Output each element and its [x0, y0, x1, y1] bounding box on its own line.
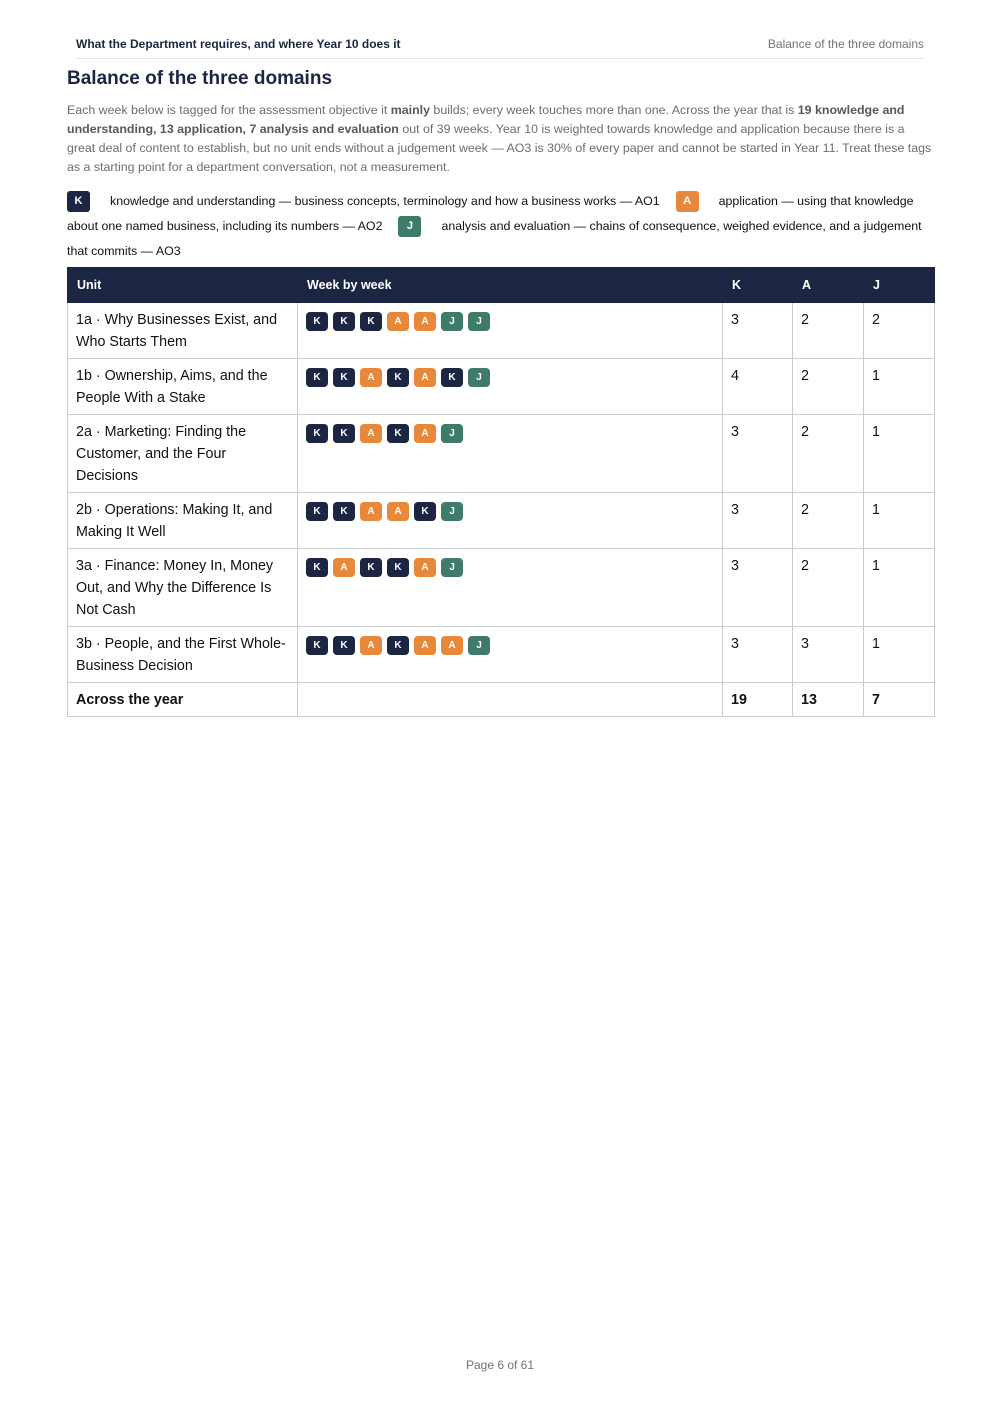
- table-row: [68, 359, 935, 415]
- column-header-weeks: Week by week: [298, 268, 723, 303]
- unit-cell: 1a · Why Businesses Exist, and Who Starts Them: [68, 303, 298, 359]
- legend-text-a: application — using that knowledge about one named business, including its numbers — AO2: [67, 194, 914, 233]
- intro-emphasis-mainly: mainly: [390, 103, 430, 117]
- week-tag-k: K: [387, 636, 409, 655]
- week-tag-j: J: [441, 558, 463, 577]
- a-count: 2: [793, 415, 864, 493]
- week-tag-a: A: [441, 636, 463, 655]
- week-tag-k: K: [441, 368, 463, 387]
- week-tag-j: J: [468, 636, 490, 655]
- j-count: 1: [864, 415, 935, 493]
- total-label: Across the year: [68, 683, 298, 717]
- week-tag-a: A: [414, 368, 436, 387]
- column-header-unit: Unit: [68, 268, 298, 303]
- weeks-cell: [298, 549, 723, 627]
- table-row: [68, 415, 935, 493]
- k-count: 3: [723, 493, 793, 549]
- week-tag-k: K: [333, 424, 355, 443]
- legend-text-k: knowledge and understanding — business concepts, terminology and how a business works — AO1: [110, 194, 660, 208]
- legend-text-j: analysis and evaluation — chains of consequence, weighed evidence, and a judgement that commits — AO3: [67, 219, 922, 258]
- table-row: [68, 303, 935, 359]
- week-tag-k: K: [306, 558, 328, 577]
- week-tag-k: K: [414, 502, 436, 521]
- k-count: 4: [723, 359, 793, 415]
- week-tag-k: K: [333, 636, 355, 655]
- week-tag-j: J: [441, 424, 463, 443]
- weeks-cell: [298, 493, 723, 549]
- week-tag-k: K: [333, 368, 355, 387]
- unit-cell: 2b · Operations: Making It, and Making It Well: [68, 493, 298, 549]
- a-count: 2: [793, 549, 864, 627]
- total-a: 13: [793, 683, 864, 717]
- running-header-topic: Balance of the three domains: [767, 37, 924, 51]
- page-number: Page 6 of 61: [465, 1358, 535, 1372]
- unit-cell: 1b · Ownership, Aims, and the People With a Stake: [68, 359, 298, 415]
- balance-table: [67, 267, 935, 717]
- unit-cell: 2a · Marketing: Finding the Customer, and the Four Decisions: [68, 415, 298, 493]
- column-header-j: J: [864, 268, 935, 303]
- running-header: [76, 37, 924, 59]
- week-tag-k: K: [333, 502, 355, 521]
- week-tag-a: A: [360, 368, 382, 387]
- running-header-section: What the Department requires, and where Year 10 does it: [76, 37, 401, 51]
- a-count: 2: [793, 493, 864, 549]
- intro-emphasis-counts: 19 knowledge and understanding, 13 application, 7 analysis and evaluation: [67, 103, 905, 136]
- k-count: 3: [723, 303, 793, 359]
- k-count: 3: [723, 415, 793, 493]
- week-tag-a: A: [414, 424, 436, 443]
- j-count: 2: [864, 303, 935, 359]
- week-tag-k: K: [306, 502, 328, 521]
- week-tag-k: K: [333, 312, 355, 331]
- table-total-row: [68, 683, 935, 717]
- unit-cell: 3a · Finance: Money In, Money Out, and Why the Difference Is Not Cash: [68, 549, 298, 627]
- week-tag-k: K: [306, 636, 328, 655]
- table-row: [68, 549, 935, 627]
- page-title: Balance of the three domains: [67, 68, 333, 89]
- total-j: 7: [864, 683, 935, 717]
- column-header-a: A: [793, 268, 864, 303]
- legend-chip-k: K: [67, 191, 90, 212]
- intro-text-2: builds; every week touches more than one. Across the year that is: [429, 103, 798, 117]
- weeks-cell: [298, 359, 723, 415]
- week-tag-j: J: [441, 502, 463, 521]
- week-tag-a: A: [414, 636, 436, 655]
- legend: [67, 189, 937, 264]
- j-count: 1: [864, 359, 935, 415]
- week-tag-k: K: [306, 368, 328, 387]
- weeks-cell: [298, 303, 723, 359]
- table-header-row: [68, 268, 935, 303]
- week-tag-j: J: [468, 368, 490, 387]
- k-count: 3: [723, 549, 793, 627]
- week-tag-a: A: [360, 636, 382, 655]
- week-tag-k: K: [306, 424, 328, 443]
- j-count: 1: [864, 493, 935, 549]
- k-count: 3: [723, 627, 793, 683]
- week-tag-a: A: [414, 558, 436, 577]
- week-tag-a: A: [360, 502, 382, 521]
- unit-cell: 3b · People, and the First Whole-Business Decision: [68, 627, 298, 683]
- table-row: [68, 627, 935, 683]
- a-count: 3: [793, 627, 864, 683]
- legend-item-k: [67, 194, 660, 208]
- legend-chip-a: A: [676, 191, 699, 212]
- week-tag-k: K: [387, 424, 409, 443]
- weeks-cell: [298, 627, 723, 683]
- weeks-cell: [298, 415, 723, 493]
- week-tag-k: K: [387, 368, 409, 387]
- week-tag-k: K: [360, 558, 382, 577]
- week-tag-a: A: [333, 558, 355, 577]
- total-weeks-cell: [298, 683, 723, 717]
- a-count: 2: [793, 359, 864, 415]
- week-tag-k: K: [360, 312, 382, 331]
- column-header-k: K: [723, 268, 793, 303]
- j-count: 1: [864, 627, 935, 683]
- week-tag-a: A: [387, 502, 409, 521]
- total-k: 19: [723, 683, 793, 717]
- intro-text-3: out of 39 weeks. Year 10 is weighted towards knowledge and application because there is a great deal of content to establish, but no unit ends without a judgement week — AO3 is 30% of every paper and cannot be started in Year 11. Treat these tags as a starting point for a department conversation, not a measurement.: [67, 122, 932, 174]
- week-tag-a: A: [414, 312, 436, 331]
- j-count: 1: [864, 549, 935, 627]
- intro-paragraph: [67, 101, 935, 177]
- week-tag-k: K: [306, 312, 328, 331]
- legend-chip-j: J: [398, 216, 421, 237]
- a-count: 2: [793, 303, 864, 359]
- week-tag-j: J: [441, 312, 463, 331]
- week-tag-a: A: [387, 312, 409, 331]
- table-row: [68, 493, 935, 549]
- week-tag-k: K: [387, 558, 409, 577]
- week-tag-a: A: [360, 424, 382, 443]
- week-tag-j: J: [468, 312, 490, 331]
- intro-text-1: Each week below is tagged for the assessment objective it: [67, 103, 391, 117]
